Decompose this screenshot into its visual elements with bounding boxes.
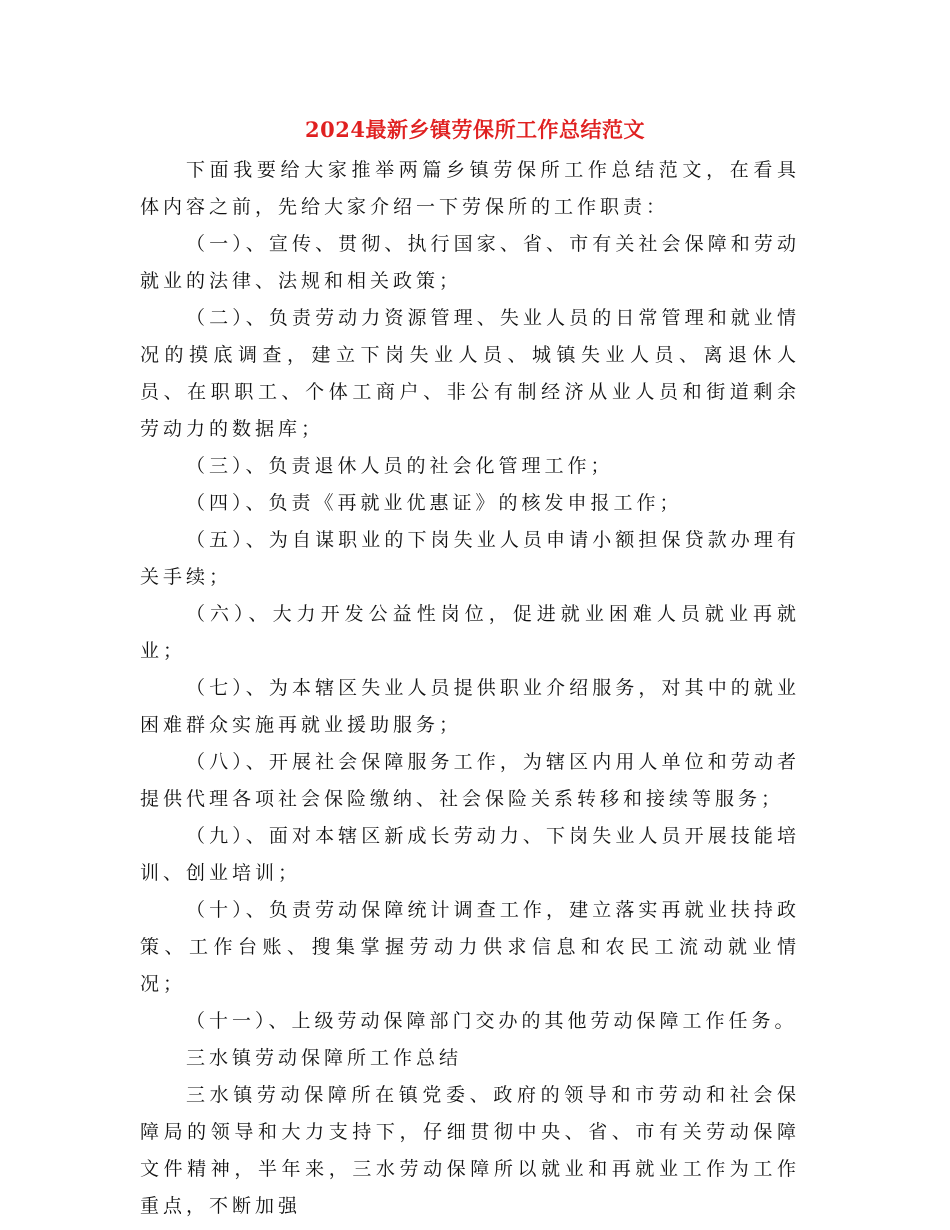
paragraph-intro: 下面我要给大家推举两篇乡镇劳保所工作总结范文，在看具体内容之前，先给大家介绍一下劳保所的工作职责：	[140, 159, 800, 218]
section-heading: 三水镇劳动保障所工作总结	[186, 1047, 463, 1069]
paragraph-duty-1: （一）、宣传、贯彻、执行国家、省、市有关社会保障和劳动就业的法律、法规和相关政策；	[140, 233, 800, 292]
paragraph-duty-5: （五）、为自谋职业的下岗失业人员申请小额担保贷款办理有关手续；	[140, 529, 800, 588]
paragraph-duty-3: （三）、负责退休人员的社会化管理工作；	[186, 455, 614, 477]
paragraph-duty-9: （九）、面对本辖区新成长劳动力、下岗失业人员开展技能培训、创业培训；	[140, 825, 800, 884]
paragraph-duty-6: （六）、大力开发公益性岗位，促进就业困难人员就业再就业；	[140, 603, 800, 662]
paragraph-duty-4: （四）、负责《再就业优惠证》的核发申报工作；	[186, 492, 683, 514]
paragraph-duty-7: （七）、为本辖区失业人员提供职业介绍服务，对其中的就业困难群众实施再就业援助服务；	[140, 677, 800, 736]
paragraph-summary: 三水镇劳动保障所在镇党委、政府的领导和市劳动和社会保障局的领导和大力支持下，仔细贯彻中央、省、市有关劳动保障文件精神，半年来，三水劳动保障所以就业和再就业工作为工作重点，不断加强	[140, 1084, 800, 1217]
document-title: 2024最新乡镇劳保所工作总结范文	[305, 117, 645, 142]
paragraph-duty-8: （八）、开展社会保障服务工作，为辖区内用人单位和劳动者提供代理各项社会保险缴纳、社会保险关系转移和接续等服务；	[140, 751, 800, 810]
paragraph-duty-11: （十一）、上级劳动保障部门交办的其他劳动保障工作任务。	[186, 1010, 798, 1032]
document-body	[140, 152, 800, 1225]
paragraph-duty-2: （二）、负责劳动力资源管理、失业人员的日常管理和就业情况的摸底调查，建立下岗失业人员、城镇失业人员、离退休人员、在职职工、个体工商户、非公有制经济从业人员和街道剩余劳动力的数据库；	[140, 307, 800, 440]
paragraph-duty-10: （十）、负责劳动保障统计调查工作，建立落实再就业扶持政策、工作台账、搜集掌握劳动力供求信息和农民工流动就业情况；	[140, 899, 800, 995]
